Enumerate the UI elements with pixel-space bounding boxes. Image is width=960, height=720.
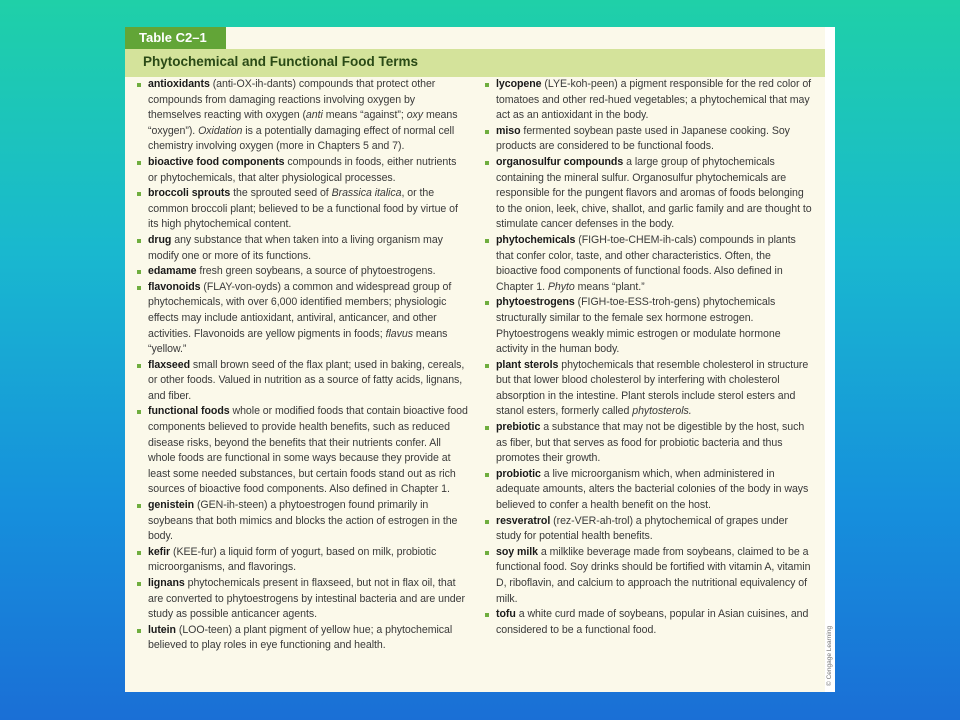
glossary-term-functional-foods (137, 404, 468, 498)
glossary-term-bioactive-food-components (137, 155, 468, 186)
bullet-icon (137, 161, 141, 165)
term-definition: compounds in foods, either nutrients or phytochemicals, that alter physiological processes. (148, 155, 457, 184)
term-definition: fresh green soybeans, a source of phytoestrogens. (196, 265, 436, 278)
glossary-term-miso (485, 124, 813, 155)
term-definition: any substance that when taken into a living organism may modify one or more of its functions. (148, 233, 443, 262)
term-definition-italic: phytosterols. (632, 405, 692, 418)
term-name: lycopene (496, 78, 542, 90)
glossary-term-antioxidants (137, 77, 468, 155)
term-definition-italic: anti (305, 109, 323, 122)
term-definition: means “oxygen”). (148, 109, 458, 137)
bullet-icon (485, 130, 489, 134)
bullet-icon (137, 364, 141, 368)
term-name: soy milk (496, 545, 538, 558)
table-title: Phytochemical and Functional Food Terms (125, 49, 825, 77)
glossary-term-lutein (137, 623, 468, 654)
term-name: functional foods (148, 405, 230, 418)
term-definition-italic: flavus (385, 327, 413, 340)
glossary-term-organosulfur-compounds (485, 155, 813, 233)
term-name: tofu (496, 608, 516, 621)
term-name: bioactive food components (148, 155, 285, 168)
bullet-icon (485, 364, 489, 368)
term-definition: means “against”; (322, 109, 407, 122)
term-name: probiotic (496, 467, 541, 480)
term-name: phytoestrogens (496, 296, 575, 309)
term-name: broccoli sprouts (148, 187, 231, 200)
bullet-icon (137, 582, 141, 586)
term-definition: the sprouted seed of (230, 187, 332, 200)
glossary-term-phytochemicals (485, 233, 813, 295)
term-definition: , or the common broccoli plant; believed to be a functional food by virtue of its high phytochemical content. (148, 187, 458, 231)
image-credit: © Cengage Learning (826, 625, 833, 686)
term-name: miso (496, 124, 521, 137)
bullet-icon (485, 426, 489, 430)
bullet-icon (137, 270, 141, 274)
term-name: phytochemicals (496, 233, 576, 246)
term-definition: (anti-OX-ih-dants) compounds that protect other compounds from damaging reactions involving oxygen by themselves reacting with oxygen ( (148, 78, 436, 122)
glossary-term-prebiotic (485, 420, 813, 467)
glossary-term-lycopene (485, 77, 813, 124)
glossary-term-phytoestrogens (485, 295, 813, 357)
term-name: lignans (148, 577, 185, 589)
bullet-icon (137, 504, 141, 508)
term-definition: (KEE-fur) a liquid form of yogurt, based on milk, probiotic microorganisms, and flavorings. (148, 545, 437, 574)
term-definition-italic: oxy (406, 109, 424, 122)
table-page (125, 27, 825, 692)
term-definition: small brown seed of the flax plant; used in baking, cereals, or other foods. Valued in nutrition as a source of fatty acids, lignans, and fiber. (148, 358, 465, 402)
glossary-term-flaxseed (137, 358, 468, 405)
term-definition: (LYE-koh-peen) a pigment responsible for the red color of tomatoes and other red-hued vegetables; a phytochemical that may act as an antioxidant in the body. (496, 78, 812, 122)
term-definition-italic: Brassica italica (331, 187, 402, 200)
term-definition: (FLAY-von-oyds) a common and widespread group of phytochemicals, with over 6,000 identified members; physiologic effects may include antioxidant, antiviral, anticancer, and other activities. Flavonoids are yellow pigments in foods; (148, 280, 452, 340)
bullet-icon (137, 410, 141, 414)
bullet-icon (485, 161, 489, 165)
bullet-icon (137, 286, 141, 290)
term-definition: a substance that may not be digestible by the host, such as fiber, but that serves as food for probiotic bacteria and thus promotes their growth. (496, 421, 805, 465)
term-definition: (FIGH-toe-ESS-troh-gens) phytochemicals structurally similar to the female sex hormone estrogen. Phytoestrogens weakly mimic estrogen or modulate hormone activity in the human body. (496, 296, 781, 356)
glossary-term-lignans (137, 576, 468, 623)
glossary-term-drug (137, 233, 468, 264)
bullet-icon (485, 551, 489, 555)
term-name: genistein (148, 499, 195, 512)
bullet-icon (485, 473, 489, 477)
term-definition: a milklike beverage made from soybeans, claimed to be a functional food. Soy drinks should be fortified with vitamin A, vitamin D, riboflavin, and calcium to approach the nutritional equivalency of milk. (496, 545, 811, 605)
bullet-icon (137, 629, 141, 633)
term-name: flaxseed (148, 358, 191, 371)
glossary-term-soy-milk (485, 545, 813, 607)
glossary-term-plant-sterols (485, 358, 813, 420)
term-definition: is a potentially damaging effect of normal cell chemistry involving oxygen (more in Chapters 5 and 7). (148, 124, 455, 153)
bullet-icon (137, 192, 141, 196)
glossary-term-genistein (137, 498, 468, 545)
bullet-icon (137, 551, 141, 555)
glossary-term-tofu (485, 607, 813, 638)
glossary-term-edamame (137, 264, 468, 280)
page-edge (825, 27, 835, 692)
term-name: plant sterols (496, 358, 559, 371)
term-definition: a white curd made of soybeans, popular in Asian cuisines, and considered to be a functional food. (496, 608, 809, 636)
term-name: lutein (148, 623, 176, 636)
term-name: prebiotic (496, 421, 541, 434)
term-definition: means “yellow.” (148, 327, 448, 356)
term-definition: (rez-VER-ah-trol) a phytochemical of grapes under study for potential health benefits. (496, 514, 788, 543)
bullet-icon (485, 83, 489, 87)
term-definition: (GEN-ih-steen) a phytoestrogen found primarily in soybeans that both mimics and blocks the action of estrogen in the body. (148, 499, 458, 543)
term-definition: fermented soybean paste used in Japanese cooking. Soy products are considered to be functional foods. (496, 124, 790, 153)
term-name: drug (148, 233, 172, 246)
term-definition-italic: Oxidation (198, 124, 243, 137)
left-column (137, 77, 468, 654)
bullet-icon (485, 520, 489, 524)
glossary-term-probiotic (485, 467, 813, 514)
term-name: resveratrol (496, 514, 551, 527)
term-definition: phytochemicals that resemble cholesterol in structure but that lower blood cholesterol by interfering with cholesterol absorption in the intestine. Plant sterols include sterol esters and stanol esters, formerly called (496, 358, 809, 418)
term-name: flavonoids (148, 280, 201, 293)
term-definition: (LOO-teen) a plant pigment of yellow hue; a phytochemical believed to play roles in eye functioning and health. (148, 623, 453, 652)
term-name: edamame (148, 265, 197, 278)
glossary-term-broccoli-sprouts (137, 186, 468, 233)
glossary-term-flavonoids (137, 280, 468, 358)
term-name: kefir (148, 545, 171, 558)
table-number-tab: Table C2–1 (125, 27, 226, 49)
term-definition: (FIGH-toe-CHEM-ih-cals) compounds in plants that confer color, taste, and other characteristics. Often, the bioactive food components of functional foods. Also defined in Chapter 1. (496, 233, 796, 293)
bullet-icon (485, 239, 489, 243)
bullet-icon (137, 83, 141, 87)
term-definition: means “plant.” (574, 280, 645, 293)
term-definition: whole or modified foods that contain bioactive food components believed to provide health benefits, such as reduced disease risks, beyond the benefits that their nutrients confer. All whole foods are functional in some ways because they provide at least some needed substances, but certain foods stand out as rich sources of bioactive food components. Also defined in Chapter 1. (148, 405, 468, 496)
term-name: antioxidants (148, 78, 210, 90)
term-definition: phytochemicals present in flaxseed, but not in flax oil, that are converted to phytoestrogens by intestinal bacteria and are under study as possible anticancer agents. (148, 577, 465, 621)
term-name: organosulfur compounds (496, 155, 624, 168)
term-definition-italic: Phyto (547, 280, 575, 293)
glossary-term-resveratrol (485, 514, 813, 545)
bullet-icon (485, 301, 489, 305)
bullet-icon (137, 239, 141, 243)
glossary-term-kefir (137, 545, 468, 576)
bullet-icon (485, 613, 489, 617)
right-column (485, 77, 813, 638)
term-definition: a large group of phytochemicals containing the mineral sulfur. Organosulfur phytochemicals are responsible for the pungent flavors and aromas of foods belonging to the onion, leek, chive, shallot, and garlic family and are thought to stimulate cancer defenses in the body. (496, 155, 812, 231)
term-definition: a live microorganism which, when administered in adequate amounts, alters the bacterial colonies of the body in ways believed to confer a health benefit on the host. (496, 467, 809, 512)
